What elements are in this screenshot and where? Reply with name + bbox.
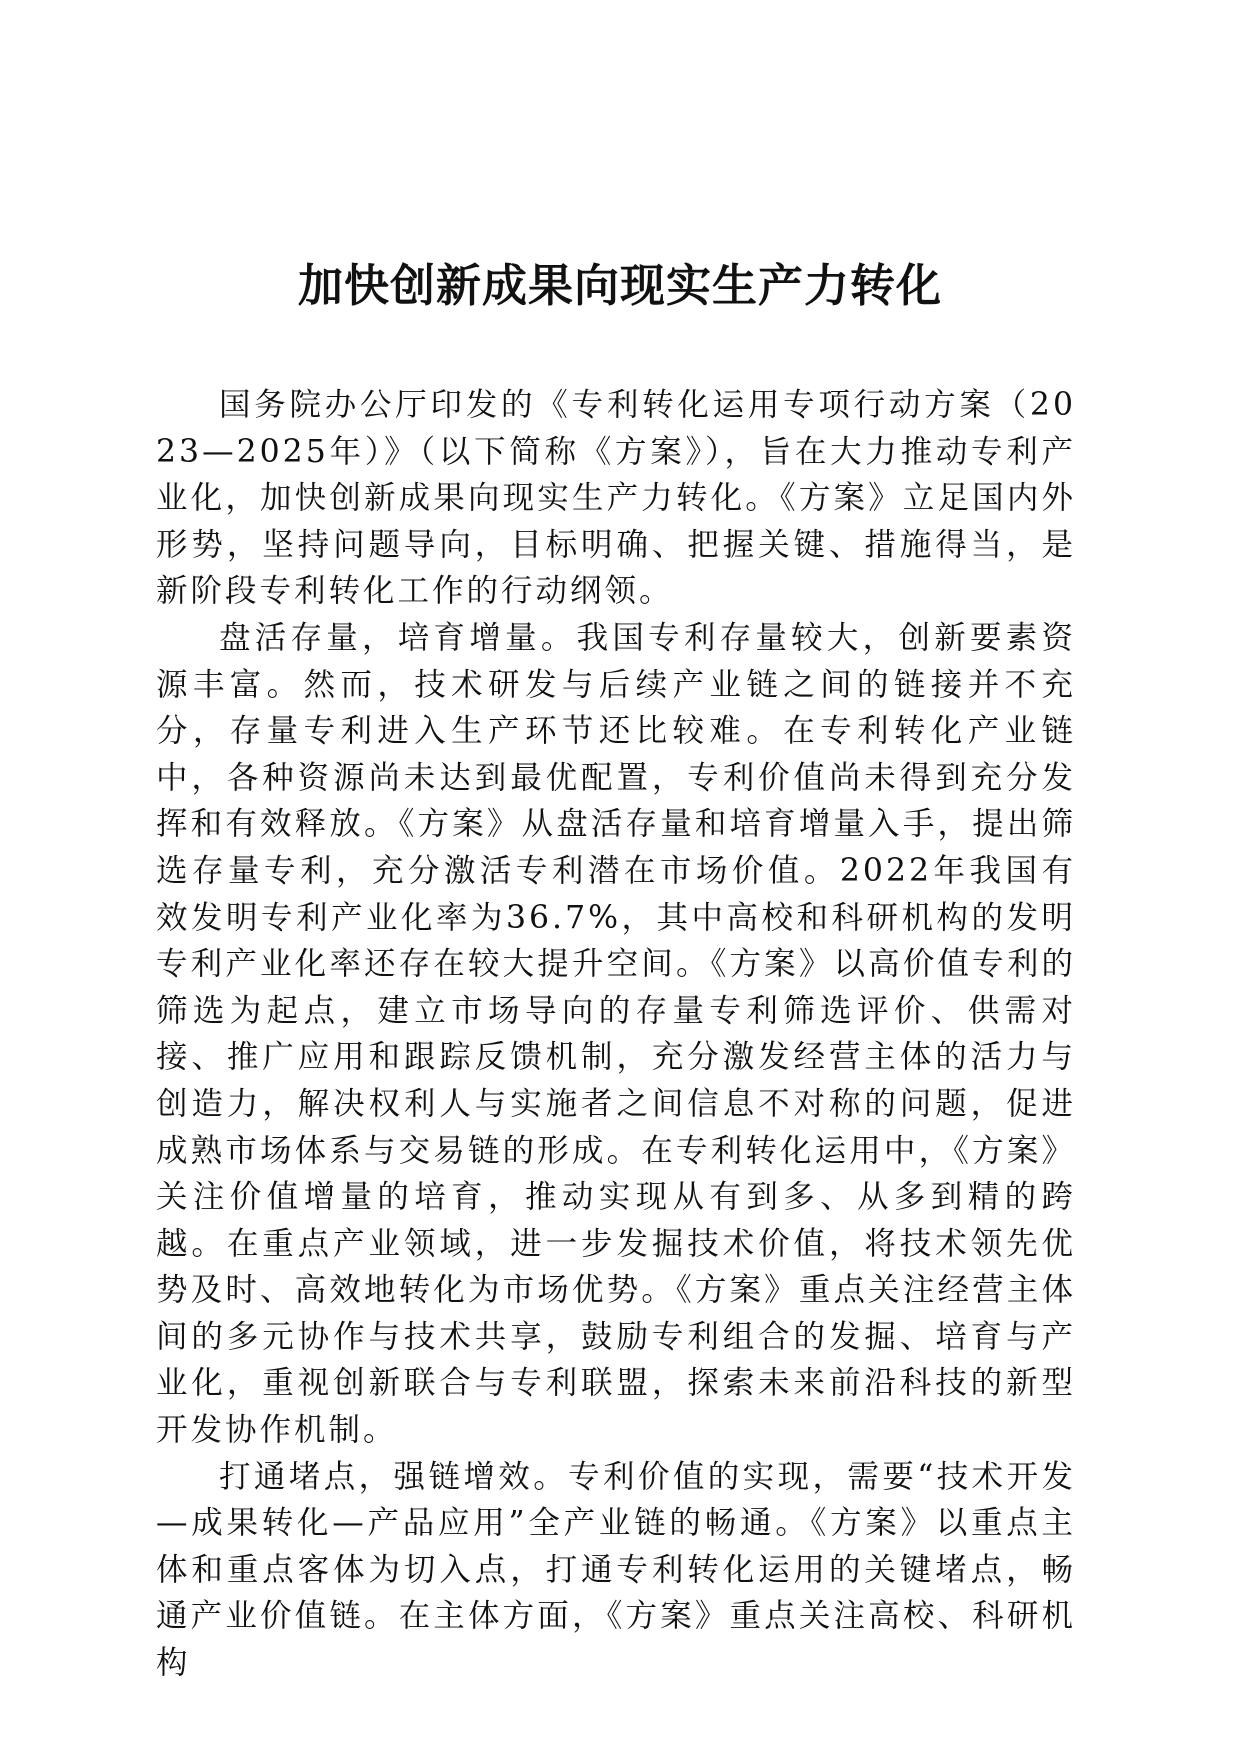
document-body bbox=[156, 382, 1076, 1687]
paragraph-bottlenecks: 打通堵点，强链增效。专利价值的实现，需要“技术开发—成果转化—产品应用”全产业链的畅通。《方案》以重点主体和重点客体为切入点，打通专利转化运用的关键堵点，畅通产业价值链。在主体方面，《方案》重点关注高校、科研机构 bbox=[156, 1458, 1076, 1682]
document-title: 加快创新成果向现实生产力转化 bbox=[297, 259, 942, 312]
paragraph-intro: 国务院办公厅印发的《专利转化运用专项行动方案（2023—2025年）》（以下简称《方案》），旨在大力推动专利产业化，加快创新成果向现实生产力转化。《方案》立足国内外形势，坚持问题导向，目标明确、把握关键、措施得当，是新阶段专利转化工作的行动纲领。 bbox=[156, 387, 1076, 610]
paragraph-stock-increment: 盘活存量，培育增量。我国专利存量较大，创新要素资源丰富。然而，技术研发与后续产业链之间的链接并不充分，存量专利进入生产环节还比较难。在专利转化产业链中，各种资源尚未达到最优配置，专利价值尚未得到充分发挥和有效释放。《方案》从盘活存量和培育增量入手，提出筛选存量专利，充分激活专利潜在市场价值。2022年我国有效发明专利产业化率为36.7%，其中高校和科研机构的发明专利产业化率还存在较大提升空间。《方案》以高价值专利的筛选为起点，建立市场导向的存量专利筛选评价、供需对接、推广应用和跟踪反馈机制，充分激发经营主体的活力与创造力，解决权利人与实施者之间信息不对称的问题，促进成熟市场体系与交易链的形成。在专利转化运用中，《方案》关注价值增量的培育，推动实现从有到多、从多到精的跨越。在重点产业领域，进一步发掘技术价值，将技术领先优势及时、高效地转化为市场优势。《方案》重点关注经营主体间的多元协作与技术共享，鼓励专利组合的发掘、培育与产业化，重视创新联合与专利联盟，探索未来前沿科技的新型开发协作机制。 bbox=[156, 619, 1076, 1449]
